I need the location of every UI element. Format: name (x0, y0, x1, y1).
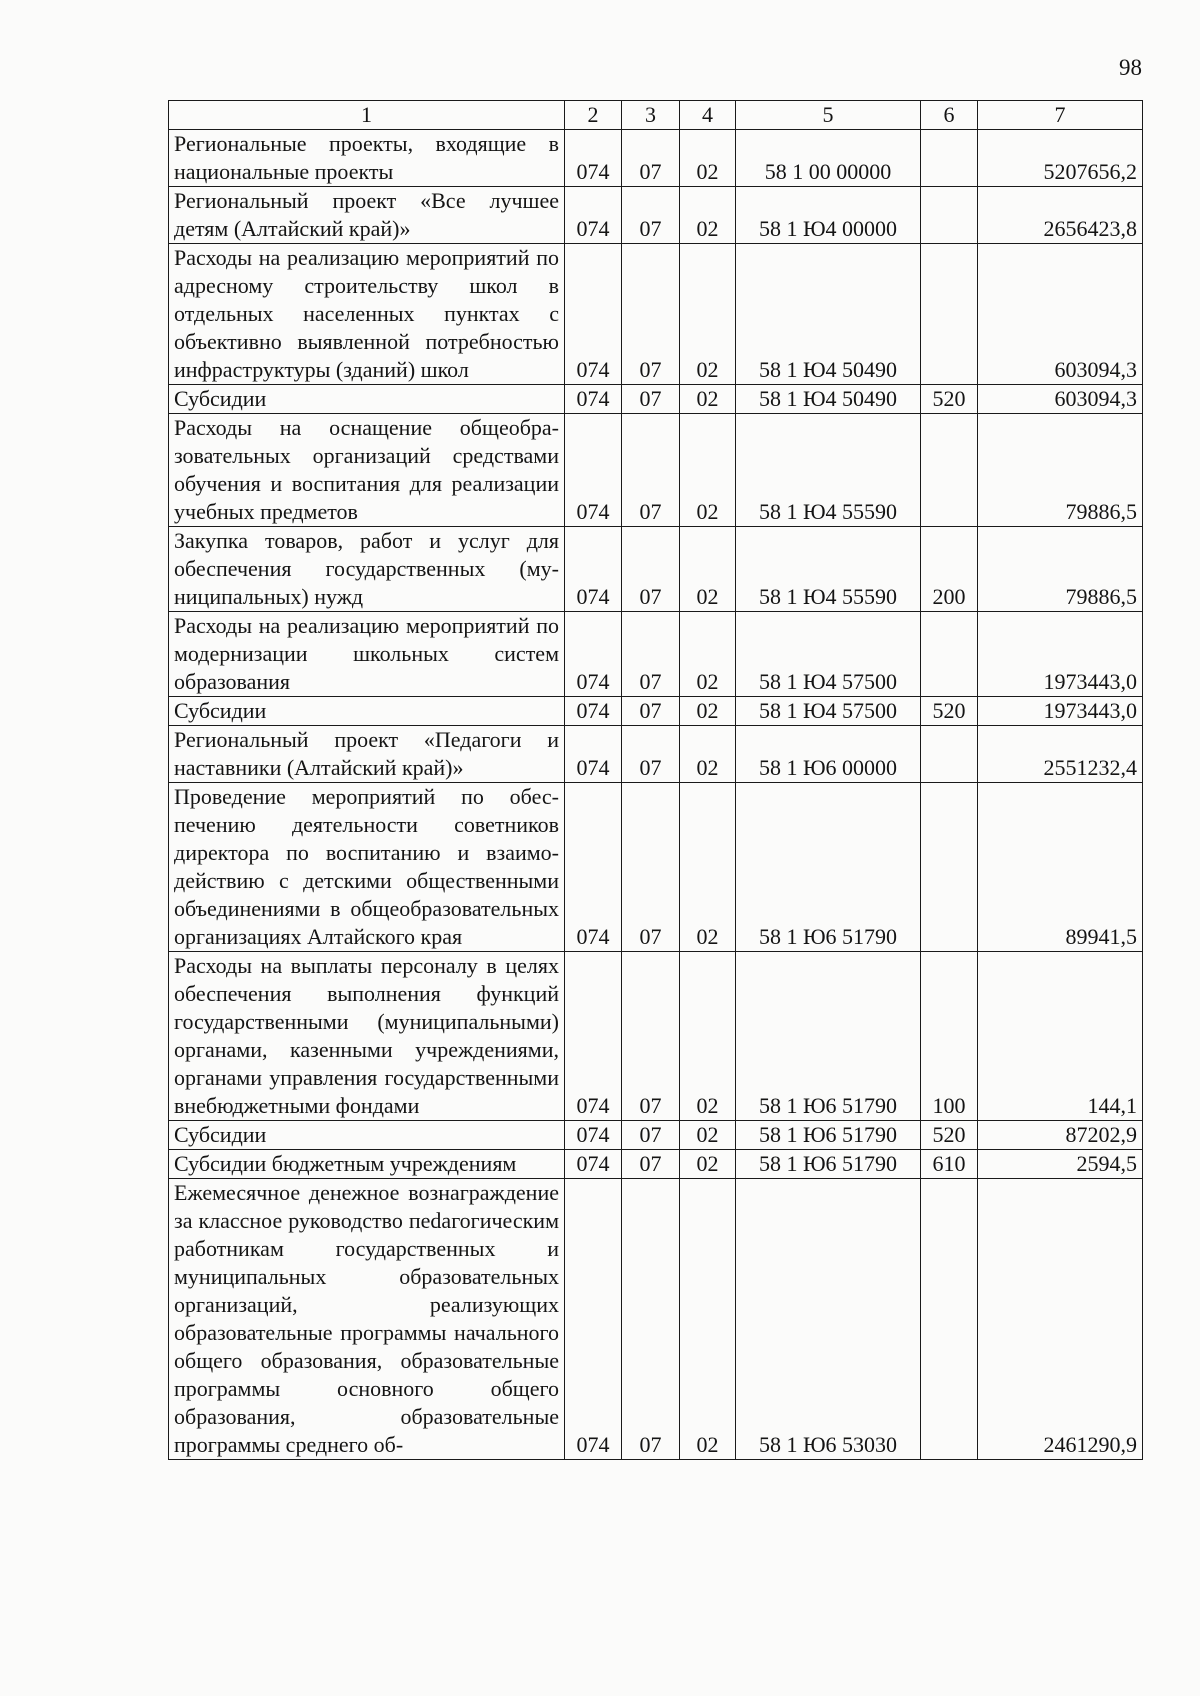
row-code-6: 520 (921, 1121, 978, 1150)
row-code-5: 58 1 Ю4 50490 (736, 385, 921, 414)
table-row (169, 244, 1143, 385)
row-code-4: 02 (680, 726, 736, 783)
row-amount: 2461290,9 (978, 1179, 1143, 1460)
table-row (169, 697, 1143, 726)
row-name: Проведение мероприятий по обеспечению деятельности советников директора по воспитанию и взаимодействию с детскими общественными объединениями в общеобразовательных организациях Алтайского края (169, 783, 565, 952)
row-code-6 (921, 783, 978, 952)
row-code-2: 074 (565, 130, 622, 187)
table-row (169, 187, 1143, 244)
row-code-3: 07 (622, 726, 680, 783)
row-name: Региональный проект «Педагоги и наставники (Алтайский край)» (169, 726, 565, 783)
row-name: Ежемесячное денежное вознаграждение за классное руководство пеdагогическим работникам государственных и муниципальных образовательных организаций, реализующих образовательные программы начального общего образования, образовательные программы основного общего образования, образовательные программы среднего об- (169, 1179, 565, 1460)
row-code-3: 07 (622, 244, 680, 385)
row-code-5: 58 1 Ю4 00000 (736, 187, 921, 244)
row-code-6: 200 (921, 527, 978, 612)
row-code-4: 02 (680, 1179, 736, 1460)
table-row (169, 726, 1143, 783)
row-name: Субсидии бюджетным учреждениям (169, 1150, 565, 1179)
row-code-3: 07 (622, 1150, 680, 1179)
table-row (169, 130, 1143, 187)
row-code-2: 074 (565, 612, 622, 697)
row-name: Субсидии (169, 697, 565, 726)
row-name: Расходы на реализацию мероприятий по адресному строительству школ в отдельных населенных пунктах с объективно выявленной потребностью инфраструктуры (зданий) школ (169, 244, 565, 385)
row-code-3: 07 (622, 612, 680, 697)
row-code-4: 02 (680, 130, 736, 187)
row-amount: 2551232,4 (978, 726, 1143, 783)
row-code-5: 58 1 Ю4 55590 (736, 527, 921, 612)
header-cell: 4 (680, 101, 736, 130)
row-code-3: 07 (622, 187, 680, 244)
header-cell: 3 (622, 101, 680, 130)
row-code-2: 074 (565, 1150, 622, 1179)
row-code-6 (921, 244, 978, 385)
row-amount: 87202,9 (978, 1121, 1143, 1150)
row-code-2: 074 (565, 1121, 622, 1150)
row-name: Расходы на оснащение общеобразовательных организаций средствами обучения и воспитания для реализации учебных предметов (169, 414, 565, 527)
row-amount: 2594,5 (978, 1150, 1143, 1179)
budget-table (168, 100, 1143, 1460)
table-row (169, 1179, 1143, 1460)
row-code-6 (921, 130, 978, 187)
row-code-4: 02 (680, 385, 736, 414)
row-amount: 603094,3 (978, 385, 1143, 414)
row-code-2: 074 (565, 783, 622, 952)
row-code-4: 02 (680, 697, 736, 726)
table-row (169, 414, 1143, 527)
row-code-5: 58 1 Ю6 00000 (736, 726, 921, 783)
row-code-6: 520 (921, 697, 978, 726)
row-amount: 5207656,2 (978, 130, 1143, 187)
row-name: Субсидии (169, 385, 565, 414)
row-code-6: 100 (921, 952, 978, 1121)
table-row (169, 1121, 1143, 1150)
page-number: 98 (1119, 55, 1142, 80)
row-code-5: 58 1 Ю4 57500 (736, 612, 921, 697)
row-name: Закупка товаров, работ и услуг для обеспечения государственных (муниципальных) нужд (169, 527, 565, 612)
table-row (169, 385, 1143, 414)
row-amount: 79886,5 (978, 414, 1143, 527)
row-code-6 (921, 414, 978, 527)
row-code-3: 07 (622, 952, 680, 1121)
row-amount: 603094,3 (978, 244, 1143, 385)
row-code-3: 07 (622, 1121, 680, 1150)
header-cell: 7 (978, 101, 1143, 130)
row-code-5: 58 1 Ю4 55590 (736, 414, 921, 527)
row-code-2: 074 (565, 952, 622, 1121)
row-code-2: 074 (565, 527, 622, 612)
row-code-5: 58 1 Ю6 51790 (736, 1150, 921, 1179)
header-cell: 2 (565, 101, 622, 130)
row-code-6 (921, 612, 978, 697)
row-code-2: 074 (565, 697, 622, 726)
row-code-4: 02 (680, 952, 736, 1121)
row-code-6: 610 (921, 1150, 978, 1179)
row-code-5: 58 1 00 00000 (736, 130, 921, 187)
row-code-5: 58 1 Ю4 50490 (736, 244, 921, 385)
row-code-4: 02 (680, 414, 736, 527)
row-code-4: 02 (680, 187, 736, 244)
table-row (169, 612, 1143, 697)
row-code-4: 02 (680, 244, 736, 385)
row-code-3: 07 (622, 527, 680, 612)
row-code-3: 07 (622, 1179, 680, 1460)
row-code-2: 074 (565, 414, 622, 527)
row-name: Расходы на реализацию мероприятий по модернизации школьных систем образования (169, 612, 565, 697)
table-row (169, 1150, 1143, 1179)
table-row (169, 783, 1143, 952)
row-code-5: 58 1 Ю6 51790 (736, 1121, 921, 1150)
row-amount: 1973443,0 (978, 697, 1143, 726)
row-name: Региональные проекты, входящие в национальные проекты (169, 130, 565, 187)
row-code-5: 58 1 Ю6 53030 (736, 1179, 921, 1460)
row-code-3: 07 (622, 385, 680, 414)
row-code-4: 02 (680, 527, 736, 612)
row-code-4: 02 (680, 1121, 736, 1150)
row-code-2: 074 (565, 187, 622, 244)
row-name: Региональный проект «Все лучшее детям (Алтайский край)» (169, 187, 565, 244)
header-cell: 6 (921, 101, 978, 130)
row-code-2: 074 (565, 1179, 622, 1460)
header-row (169, 101, 1143, 130)
row-code-4: 02 (680, 612, 736, 697)
row-code-3: 07 (622, 130, 680, 187)
row-code-3: 07 (622, 414, 680, 527)
row-code-2: 074 (565, 385, 622, 414)
row-code-6 (921, 1179, 978, 1460)
table-row (169, 952, 1143, 1121)
row-amount: 79886,5 (978, 527, 1143, 612)
row-amount: 144,1 (978, 952, 1143, 1121)
row-code-3: 07 (622, 697, 680, 726)
row-name: Расходы на выплаты персоналу в целях обеспечения выполнения функций государственными (муниципальными) органами, казенными учреждениями, органами управления государственными внебюджетными фондами (169, 952, 565, 1121)
row-code-5: 58 1 Ю4 57500 (736, 697, 921, 726)
row-code-2: 074 (565, 244, 622, 385)
row-code-5: 58 1 Ю6 51790 (736, 783, 921, 952)
header-cell: 5 (736, 101, 921, 130)
row-code-2: 074 (565, 726, 622, 783)
table-row (169, 527, 1143, 612)
row-code-4: 02 (680, 1150, 736, 1179)
row-code-6 (921, 187, 978, 244)
row-code-6: 520 (921, 385, 978, 414)
row-amount: 2656423,8 (978, 187, 1143, 244)
row-code-5: 58 1 Ю6 51790 (736, 952, 921, 1121)
row-code-4: 02 (680, 783, 736, 952)
row-code-6 (921, 726, 978, 783)
row-amount: 1973443,0 (978, 612, 1143, 697)
row-code-3: 07 (622, 783, 680, 952)
row-amount: 89941,5 (978, 783, 1143, 952)
row-name: Субсидии (169, 1121, 565, 1150)
header-cell: 1 (169, 101, 565, 130)
